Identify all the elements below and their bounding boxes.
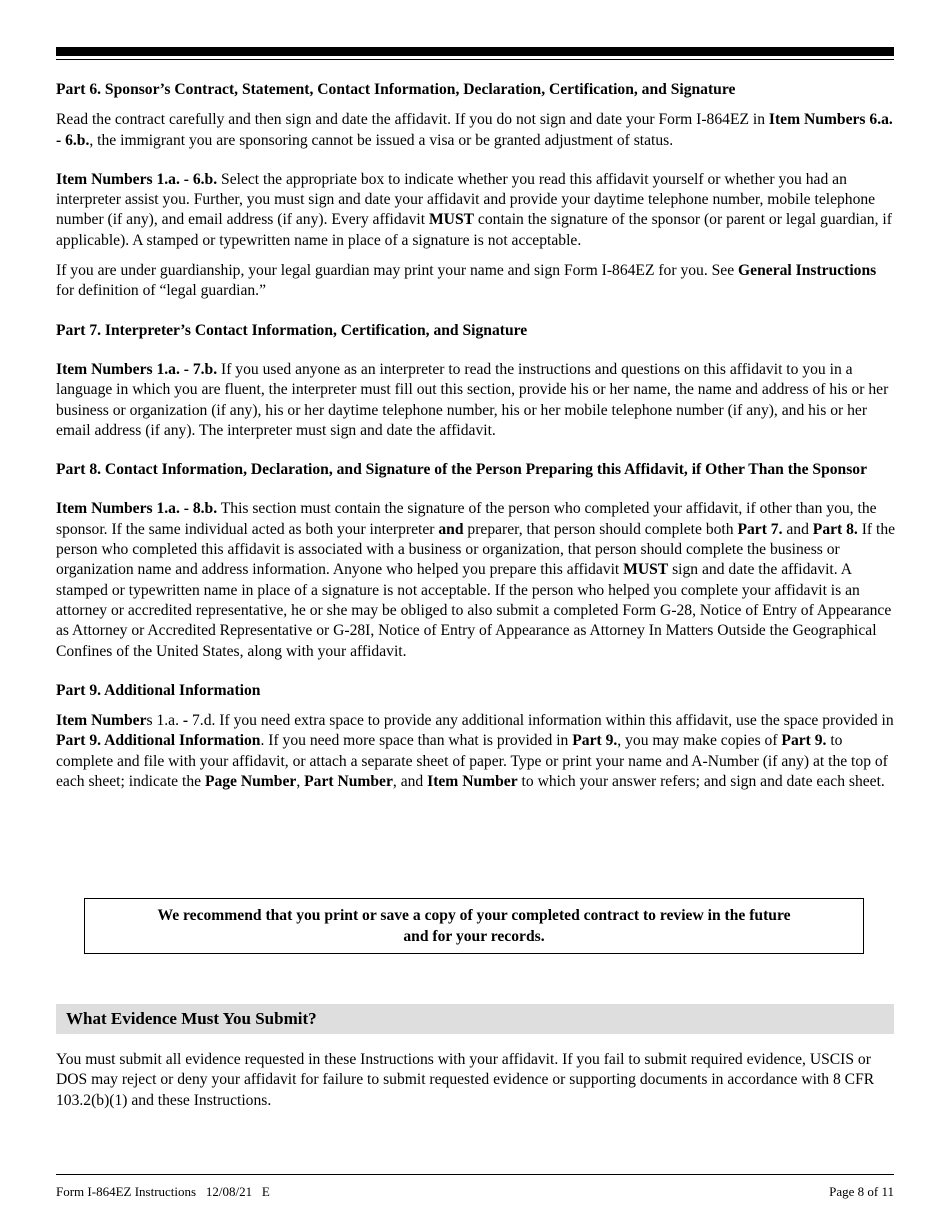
part8-heading: Part 8. Contact Information, Declaration, and Signature of the Person Preparing this Affidavit, if Other Than the Sponsor bbox=[56, 461, 868, 479]
part6-paragraph-1: Read the contract carefully and then sign and date the affidavit. If you do not sign and date your Form I-864EZ in Item Numbers 6.a. - 6.b., the immigrant you are sponsoring cannot be issued a visa or be granted adjustment of status. bbox=[56, 111, 893, 149]
top-rule-thin bbox=[56, 59, 894, 60]
footer-form-id: Form I-864EZ Instructions 12/08/21 E bbox=[56, 1184, 270, 1199]
part8-paragraph-1: Item Numbers 1.a. - 8.b. This section must contain the signature of the person who completed your affidavit, if other than you, the sponsor. If the same individual acted as both your interpreter and preparer, that person should complete both Part 7. and Part 8. If the person who completed this affidavit is associated with a business or organization, that person should complete the business or organization name and address information. Anyone who helped you prepare this affidavit MUST sign and date the affidavit. A stamped or typewritten name in place of a signature is not acceptable. If the person who helped you complete your affidavit is an attorney or accredited representative, he or she may be obliged to also submit a completed Form G-28, Notice of Entry of Appearance as Attorney or Accredited Representative or G-28I, Notice of Entry of Appearance as Attorney In Matters Outside the Geographical Confines of the United States, along with your affidavit. bbox=[56, 500, 896, 660]
evidence-paragraph: You must submit all evidence requested in these Instructions with your affidavit. If you fail to submit required evidence, USCIS or DOS may reject or deny your affidavit for failure to submit requested evidence or supporting documents in accordance with 8 CFR 103.2(b)(1) and these Instructions. bbox=[56, 1051, 875, 1109]
top-rule-thick bbox=[56, 47, 894, 56]
part9-paragraph-1: Item Numbers 1.a. - 7.d. If you need extra space to provide any additional information within this affidavit, use the space provided in Part 9. Additional Information. If you need more space than what is provided in Part 9., you may make copies of Part 9. to complete and file with your affidavit, or attach a separate sheet of paper. Type or print your name and A-Number (if any) at the top of each sheet; indicate the Page Number, Part Number, and Item Number to which your answer refers; and sign and date each sheet. bbox=[56, 712, 894, 791]
part9-heading: Part 9. Additional Information bbox=[56, 681, 261, 699]
evidence-section-header bbox=[56, 1004, 894, 1034]
recommendation-text: We recommend that you print or save a copy of your completed contract to review in the future and for your records. bbox=[157, 907, 791, 945]
part6-paragraph-2: Item Numbers 1.a. - 6.b. Select the appropriate box to indicate whether you read this affidavit yourself or whether you had an interpreter assist you. Further, you must sign and date your affidavit and provide your daytime telephone number, mobile telephone number (if any), and email address (if any). Every affidavit MUST contain the signature of the sponsor (or parent or legal guardian, if applicable). A stamped or typewritten name in place of a signature is not acceptable. bbox=[56, 170, 892, 249]
recommendation-callout-box bbox=[84, 898, 864, 954]
instructions-body bbox=[56, 80, 896, 792]
footer-page-number: Page 8 of 11 bbox=[829, 1184, 894, 1199]
part7-paragraph-1: Item Numbers 1.a. - 7.b. If you used anyone as an interpreter to read the instructions and questions on this affidavit to you in a language in which you are fluent, the interpreter must fill out this section, provide his or her name, the name and address of his or her business or organization (if any), his or her daytime telephone number, his or her mobile telephone number (if any), and his or her email address (if any). The interpreter must sign and date the affidavit. bbox=[56, 360, 889, 439]
part6-heading: Part 6. Sponsor’s Contract, Statement, Contact Information, Declaration, Certification, and Signature bbox=[56, 81, 736, 98]
evidence-heading: What Evidence Must You Submit? bbox=[66, 1009, 317, 1028]
part6-paragraph-3: If you are under guardianship, your legal guardian may print your name and sign Form I-864EZ for you. See General Instructions for definition of “legal guardian.” bbox=[56, 262, 877, 300]
footer-rule bbox=[56, 1174, 894, 1175]
part7-heading: Part 7. Interpreter’s Contact Information, Certification, and Signature bbox=[56, 321, 528, 339]
